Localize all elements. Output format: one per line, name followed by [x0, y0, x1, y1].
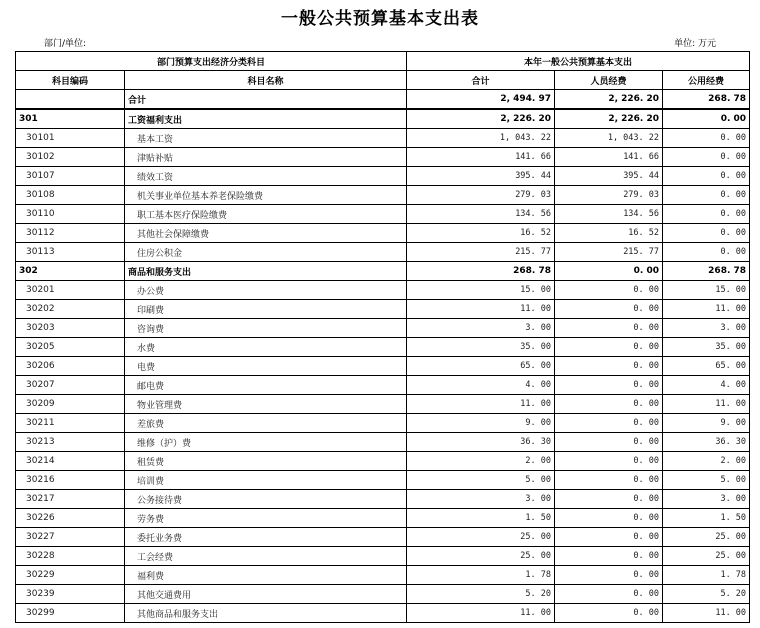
item-code: 30209 [16, 395, 125, 414]
department-label: 部门/单位: [44, 39, 87, 49]
item-personnel: 0. 00 [555, 509, 663, 528]
item-name: 津贴补贴 [125, 148, 407, 167]
item-public: 5. 00 [663, 471, 750, 490]
item-personnel: 0. 00 [555, 471, 663, 490]
item-code: 30239 [16, 585, 125, 604]
total-total: 2, 494. 97 [407, 90, 555, 110]
total-row [16, 90, 750, 110]
item-total: 9. 00 [407, 414, 555, 433]
item-personnel: 134. 56 [555, 205, 663, 224]
item-code: 30213 [16, 433, 125, 452]
item-personnel: 0. 00 [555, 300, 663, 319]
item-public: 2. 00 [663, 452, 750, 471]
item-total: 279. 03 [407, 186, 555, 205]
item-code: 30112 [16, 224, 125, 243]
item-name: 其他社会保障缴费 [125, 224, 407, 243]
item-name: 差旅费 [125, 414, 407, 433]
item-name: 工会经费 [125, 547, 407, 566]
item-total: 16. 52 [407, 224, 555, 243]
item-code: 30227 [16, 528, 125, 547]
group-total: 2, 226. 20 [407, 109, 555, 129]
item-personnel: 0. 00 [555, 414, 663, 433]
item-personnel: 0. 00 [555, 566, 663, 585]
item-code: 30101 [16, 129, 125, 148]
item-total: 11. 00 [407, 604, 555, 623]
item-total: 215. 77 [407, 243, 555, 262]
item-name: 绩效工资 [125, 167, 407, 186]
item-public: 35. 00 [663, 338, 750, 357]
group-code: 301 [16, 109, 125, 129]
unit-label: 单位: 万元 [674, 39, 716, 49]
item-total: 1. 78 [407, 566, 555, 585]
item-public: 65. 00 [663, 357, 750, 376]
item-code: 30205 [16, 338, 125, 357]
item-personnel: 0. 00 [555, 452, 663, 471]
total-code [16, 90, 125, 110]
table-row [16, 300, 750, 319]
total-name: 合计 [125, 90, 407, 110]
table-row [16, 243, 750, 262]
item-total: 141. 66 [407, 148, 555, 167]
item-code: 30226 [16, 509, 125, 528]
item-total: 1. 50 [407, 509, 555, 528]
item-public: 1. 78 [663, 566, 750, 585]
item-public: 5. 20 [663, 585, 750, 604]
table-row [16, 376, 750, 395]
item-name: 维修（护）费 [125, 433, 407, 452]
item-name: 委托业务费 [125, 528, 407, 547]
table-row [16, 395, 750, 414]
item-name: 培训费 [125, 471, 407, 490]
item-name: 印刷费 [125, 300, 407, 319]
table-row [16, 528, 750, 547]
table-row [16, 129, 750, 148]
item-public: 3. 00 [663, 319, 750, 338]
item-code: 30102 [16, 148, 125, 167]
item-name: 福利费 [125, 566, 407, 585]
item-code: 30211 [16, 414, 125, 433]
table-row [16, 205, 750, 224]
item-personnel: 1, 043. 22 [555, 129, 663, 148]
item-code: 30201 [16, 281, 125, 300]
header-group-budget: 本年一般公共预算基本支出 [407, 52, 750, 71]
item-total: 11. 00 [407, 395, 555, 414]
table-row [16, 338, 750, 357]
item-public: 4. 00 [663, 376, 750, 395]
item-public: 0. 00 [663, 167, 750, 186]
item-name: 基本工资 [125, 129, 407, 148]
expenditure-table [15, 51, 750, 623]
item-total: 395. 44 [407, 167, 555, 186]
item-public: 11. 00 [663, 395, 750, 414]
item-name: 邮电费 [125, 376, 407, 395]
item-name: 劳务费 [125, 509, 407, 528]
item-personnel: 0. 00 [555, 547, 663, 566]
item-code: 30203 [16, 319, 125, 338]
item-personnel: 279. 03 [555, 186, 663, 205]
group-row [16, 262, 750, 281]
item-total: 134. 56 [407, 205, 555, 224]
item-personnel: 215. 77 [555, 243, 663, 262]
item-total: 3. 00 [407, 319, 555, 338]
item-code: 30214 [16, 452, 125, 471]
item-name: 职工基本医疗保险缴费 [125, 205, 407, 224]
header-name: 科目名称 [125, 71, 407, 90]
item-total: 1, 043. 22 [407, 129, 555, 148]
item-name: 住房公积金 [125, 243, 407, 262]
header-code: 科目编码 [16, 71, 125, 90]
group-public: 268. 78 [663, 262, 750, 281]
table-row [16, 604, 750, 623]
table-row [16, 433, 750, 452]
header-total: 合计 [407, 71, 555, 90]
item-personnel: 0. 00 [555, 357, 663, 376]
item-total: 5. 20 [407, 585, 555, 604]
table-row [16, 509, 750, 528]
table-row [16, 490, 750, 509]
group-public: 0. 00 [663, 109, 750, 129]
item-public: 3. 00 [663, 490, 750, 509]
item-public: 0. 00 [663, 224, 750, 243]
item-total: 3. 00 [407, 490, 555, 509]
item-public: 1. 50 [663, 509, 750, 528]
item-code: 30216 [16, 471, 125, 490]
item-name: 水费 [125, 338, 407, 357]
table-row [16, 186, 750, 205]
group-name: 商品和服务支出 [125, 262, 407, 281]
item-total: 36. 30 [407, 433, 555, 452]
item-code: 30207 [16, 376, 125, 395]
item-name: 咨询费 [125, 319, 407, 338]
item-public: 11. 00 [663, 300, 750, 319]
item-personnel: 0. 00 [555, 528, 663, 547]
item-name: 其他交通费用 [125, 585, 407, 604]
item-public: 9. 00 [663, 414, 750, 433]
total-personnel: 2, 226. 20 [555, 90, 663, 110]
item-personnel: 0. 00 [555, 319, 663, 338]
header-row [16, 71, 750, 90]
table-row [16, 319, 750, 338]
item-name: 公务接待费 [125, 490, 407, 509]
table-row [16, 414, 750, 433]
table-row [16, 452, 750, 471]
item-total: 25. 00 [407, 547, 555, 566]
group-personnel: 0. 00 [555, 262, 663, 281]
item-public: 25. 00 [663, 547, 750, 566]
item-total: 25. 00 [407, 528, 555, 547]
item-public: 15. 00 [663, 281, 750, 300]
item-personnel: 0. 00 [555, 490, 663, 509]
total-public: 268. 78 [663, 90, 750, 110]
group-row [16, 109, 750, 129]
item-personnel: 16. 52 [555, 224, 663, 243]
item-name: 租赁费 [125, 452, 407, 471]
header-group-row [16, 52, 750, 71]
item-code: 30107 [16, 167, 125, 186]
item-public: 36. 30 [663, 433, 750, 452]
table-body [16, 90, 750, 623]
item-personnel: 0. 00 [555, 376, 663, 395]
item-personnel: 0. 00 [555, 338, 663, 357]
item-public: 0. 00 [663, 129, 750, 148]
group-personnel: 2, 226. 20 [555, 109, 663, 129]
item-personnel: 0. 00 [555, 585, 663, 604]
group-total: 268. 78 [407, 262, 555, 281]
table-row [16, 471, 750, 490]
item-personnel: 0. 00 [555, 395, 663, 414]
item-code: 30299 [16, 604, 125, 623]
group-code: 302 [16, 262, 125, 281]
group-name: 工资福利支出 [125, 109, 407, 129]
table-row [16, 585, 750, 604]
item-name: 其他商品和服务支出 [125, 604, 407, 623]
header-public: 公用经费 [663, 71, 750, 90]
item-total: 65. 00 [407, 357, 555, 376]
item-name: 办公费 [125, 281, 407, 300]
item-code: 30110 [16, 205, 125, 224]
item-total: 5. 00 [407, 471, 555, 490]
item-public: 11. 00 [663, 604, 750, 623]
item-code: 30113 [16, 243, 125, 262]
page-title: 一般公共预算基本支出表 [281, 9, 479, 29]
table-row [16, 566, 750, 585]
item-code: 30228 [16, 547, 125, 566]
item-total: 4. 00 [407, 376, 555, 395]
header-personnel: 人员经费 [555, 71, 663, 90]
item-public: 0. 00 [663, 186, 750, 205]
item-personnel: 395. 44 [555, 167, 663, 186]
item-code: 30202 [16, 300, 125, 319]
item-personnel: 0. 00 [555, 604, 663, 623]
item-personnel: 141. 66 [555, 148, 663, 167]
table-row [16, 148, 750, 167]
item-code: 30229 [16, 566, 125, 585]
item-name: 电费 [125, 357, 407, 376]
item-code: 30217 [16, 490, 125, 509]
item-public: 25. 00 [663, 528, 750, 547]
header-group-classification: 部门预算支出经济分类科目 [16, 52, 407, 71]
item-name: 机关事业单位基本养老保险缴费 [125, 186, 407, 205]
table-row [16, 224, 750, 243]
item-public: 0. 00 [663, 243, 750, 262]
table-row [16, 357, 750, 376]
item-personnel: 0. 00 [555, 433, 663, 452]
item-total: 15. 00 [407, 281, 555, 300]
table-row [16, 547, 750, 566]
item-code: 30206 [16, 357, 125, 376]
item-total: 35. 00 [407, 338, 555, 357]
table-row [16, 167, 750, 186]
item-public: 0. 00 [663, 205, 750, 224]
item-personnel: 0. 00 [555, 281, 663, 300]
item-total: 11. 00 [407, 300, 555, 319]
item-public: 0. 00 [663, 148, 750, 167]
item-name: 物业管理费 [125, 395, 407, 414]
item-total: 2. 00 [407, 452, 555, 471]
item-code: 30108 [16, 186, 125, 205]
table-row [16, 281, 750, 300]
